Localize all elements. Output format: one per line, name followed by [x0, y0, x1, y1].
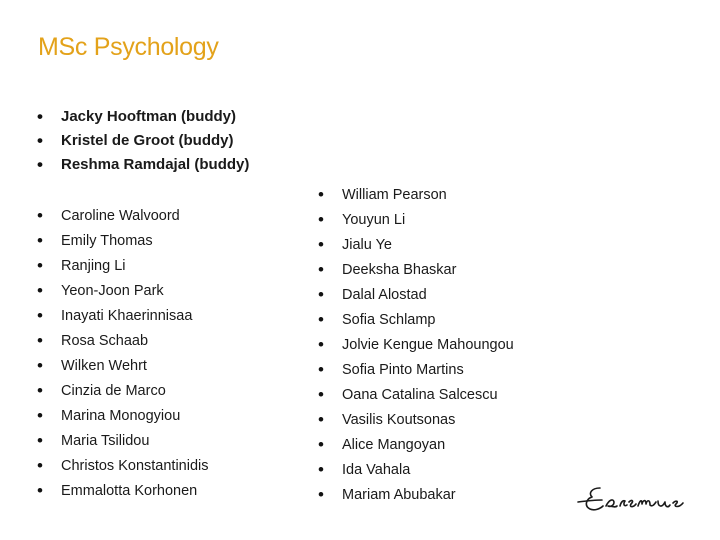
- student-item: • Yeon-Joon Park: [37, 279, 209, 304]
- student-item: • Wilken Wehrt: [37, 354, 209, 379]
- student-item: • Caroline Walvoord: [37, 204, 209, 229]
- student-item: • Sofia Schlamp: [318, 308, 514, 333]
- buddy-item: • Reshma Ramdajal (buddy): [37, 154, 249, 178]
- buddy-list: [37, 106, 249, 178]
- erasmus-logo-icon: [576, 480, 686, 520]
- buddy-item: • Kristel de Groot (buddy): [37, 130, 249, 154]
- student-item: • Ranjing Li: [37, 254, 209, 279]
- student-list-right: [318, 183, 514, 508]
- student-list-left: [37, 204, 209, 504]
- student-item: • Jolvie Kengue Mahoungou: [318, 333, 514, 358]
- student-item: • Ida Vahala: [318, 458, 514, 483]
- student-item: • Cinzia de Marco: [37, 379, 209, 404]
- student-item: • Vasilis Koutsonas: [318, 408, 514, 433]
- student-item: • Mariam Abubakar: [318, 483, 514, 508]
- student-item: • Maria Tsilidou: [37, 429, 209, 454]
- student-item: • Jialu Ye: [318, 233, 514, 258]
- student-item: • Deeksha Bhaskar: [318, 258, 514, 283]
- student-item: • Emily Thomas: [37, 229, 209, 254]
- student-item: • Youyun Li: [318, 208, 514, 233]
- student-item: • Rosa Schaab: [37, 329, 209, 354]
- student-item: • Inayati Khaerinnisaa: [37, 304, 209, 329]
- student-item: • Sofia Pinto Martins: [318, 358, 514, 383]
- student-item: • Oana Catalina Salcescu: [318, 383, 514, 408]
- buddy-item: • Jacky Hooftman (buddy): [37, 106, 249, 130]
- student-item: • Marina Monogyiou: [37, 404, 209, 429]
- student-item: • William Pearson: [318, 183, 514, 208]
- student-item: • Alice Mangoyan: [318, 433, 514, 458]
- student-item: • Dalal Alostad: [318, 283, 514, 308]
- student-item: • Emmalotta Korhonen: [37, 479, 209, 504]
- student-item: • Christos Konstantinidis: [37, 454, 209, 479]
- slide-title: MSc Psychology: [38, 33, 219, 61]
